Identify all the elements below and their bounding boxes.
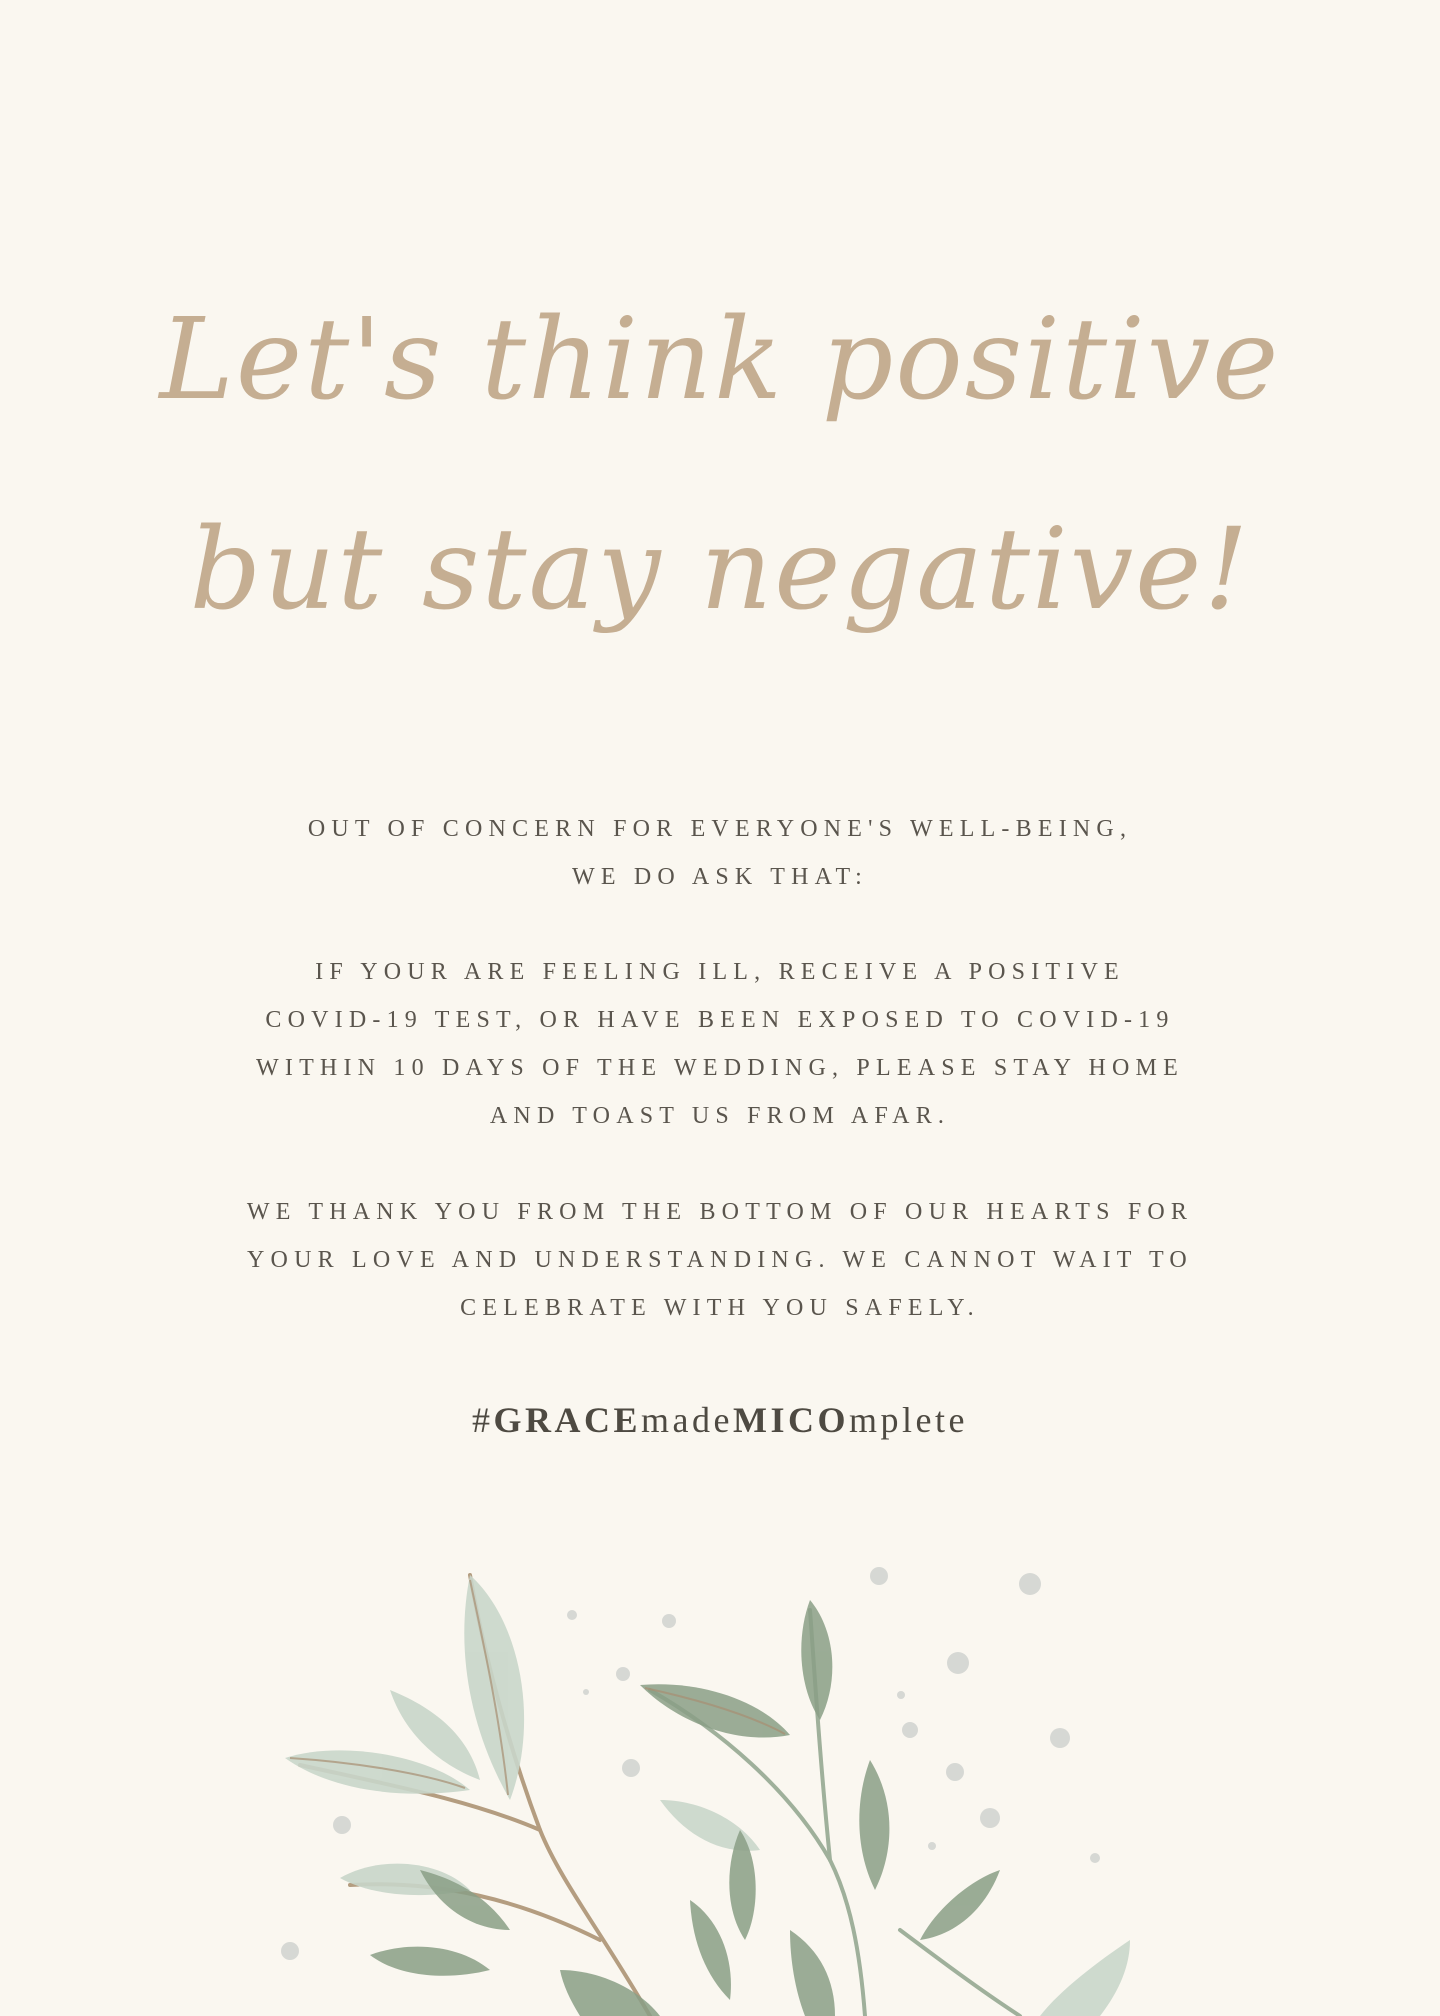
dot — [567, 1610, 577, 1620]
thanks-line-3: CELEBRATE WITH YOU SAFELY. — [460, 1295, 980, 1321]
olive-branch-illustration — [0, 1500, 1440, 2016]
leaf — [859, 1760, 889, 1890]
leaf — [690, 1900, 731, 2000]
dot — [333, 1816, 351, 1834]
dot — [616, 1667, 630, 1681]
leaf — [1040, 1940, 1130, 2016]
thanks-line-1: WE THANK YOU FROM THE BOTTOM OF OUR HEARTS FOR — [246, 1199, 1194, 1225]
leaf — [801, 1600, 832, 1720]
dot — [928, 1842, 936, 1850]
request-line-1: IF YOUR ARE FEELING ILL, RECEIVE A POSITIVE — [315, 959, 1125, 985]
leaf — [790, 1930, 835, 2016]
hashtag-prefix: # — [472, 1400, 494, 1440]
hashtag-grace: GRACE — [493, 1400, 642, 1440]
leaf — [560, 1970, 660, 2016]
dot — [897, 1691, 905, 1699]
thanks-paragraph — [150, 1188, 1290, 1332]
thanks-line-2: YOUR LOVE AND UNDERSTANDING. WE CANNOT WAIT TO — [247, 1247, 1193, 1273]
headline-line-2: but stay negative! — [189, 505, 1251, 635]
dot — [622, 1759, 640, 1777]
concern-line-2: WE DO ASK THAT: — [571, 864, 869, 890]
dot — [1050, 1728, 1070, 1748]
dot — [902, 1722, 918, 1738]
headline-line-1: Let's think positive — [159, 295, 1281, 425]
request-paragraph — [150, 948, 1290, 1140]
dot — [870, 1567, 888, 1585]
hashtag — [0, 1390, 1440, 1450]
dot — [583, 1689, 589, 1695]
dot — [1019, 1573, 1041, 1595]
dot — [980, 1808, 1000, 1828]
concern-paragraph — [150, 805, 1290, 901]
dot — [662, 1614, 676, 1628]
concern-line-1: OUT OF CONCERN FOR EVERYONE'S WELL-BEING, — [307, 816, 1133, 842]
hashtag-mico: MICO — [733, 1400, 849, 1440]
request-line-2: COVID-19 TEST, OR HAVE BEEN EXPOSED TO COVID-19 — [265, 1007, 1175, 1033]
dot — [947, 1652, 969, 1674]
leaf — [370, 1947, 490, 1976]
dot — [281, 1942, 299, 1960]
dot — [946, 1763, 964, 1781]
hashtag-made: made — [641, 1400, 733, 1440]
request-line-4: AND TOAST US FROM AFAR. — [489, 1103, 951, 1129]
hashtag-mplete: mplete — [849, 1400, 968, 1440]
leaf — [920, 1870, 1000, 1940]
dot — [1090, 1853, 1100, 1863]
request-line-3: WITHIN 10 DAYS OF THE WEDDING, PLEASE STAY HOME — [256, 1055, 1184, 1081]
